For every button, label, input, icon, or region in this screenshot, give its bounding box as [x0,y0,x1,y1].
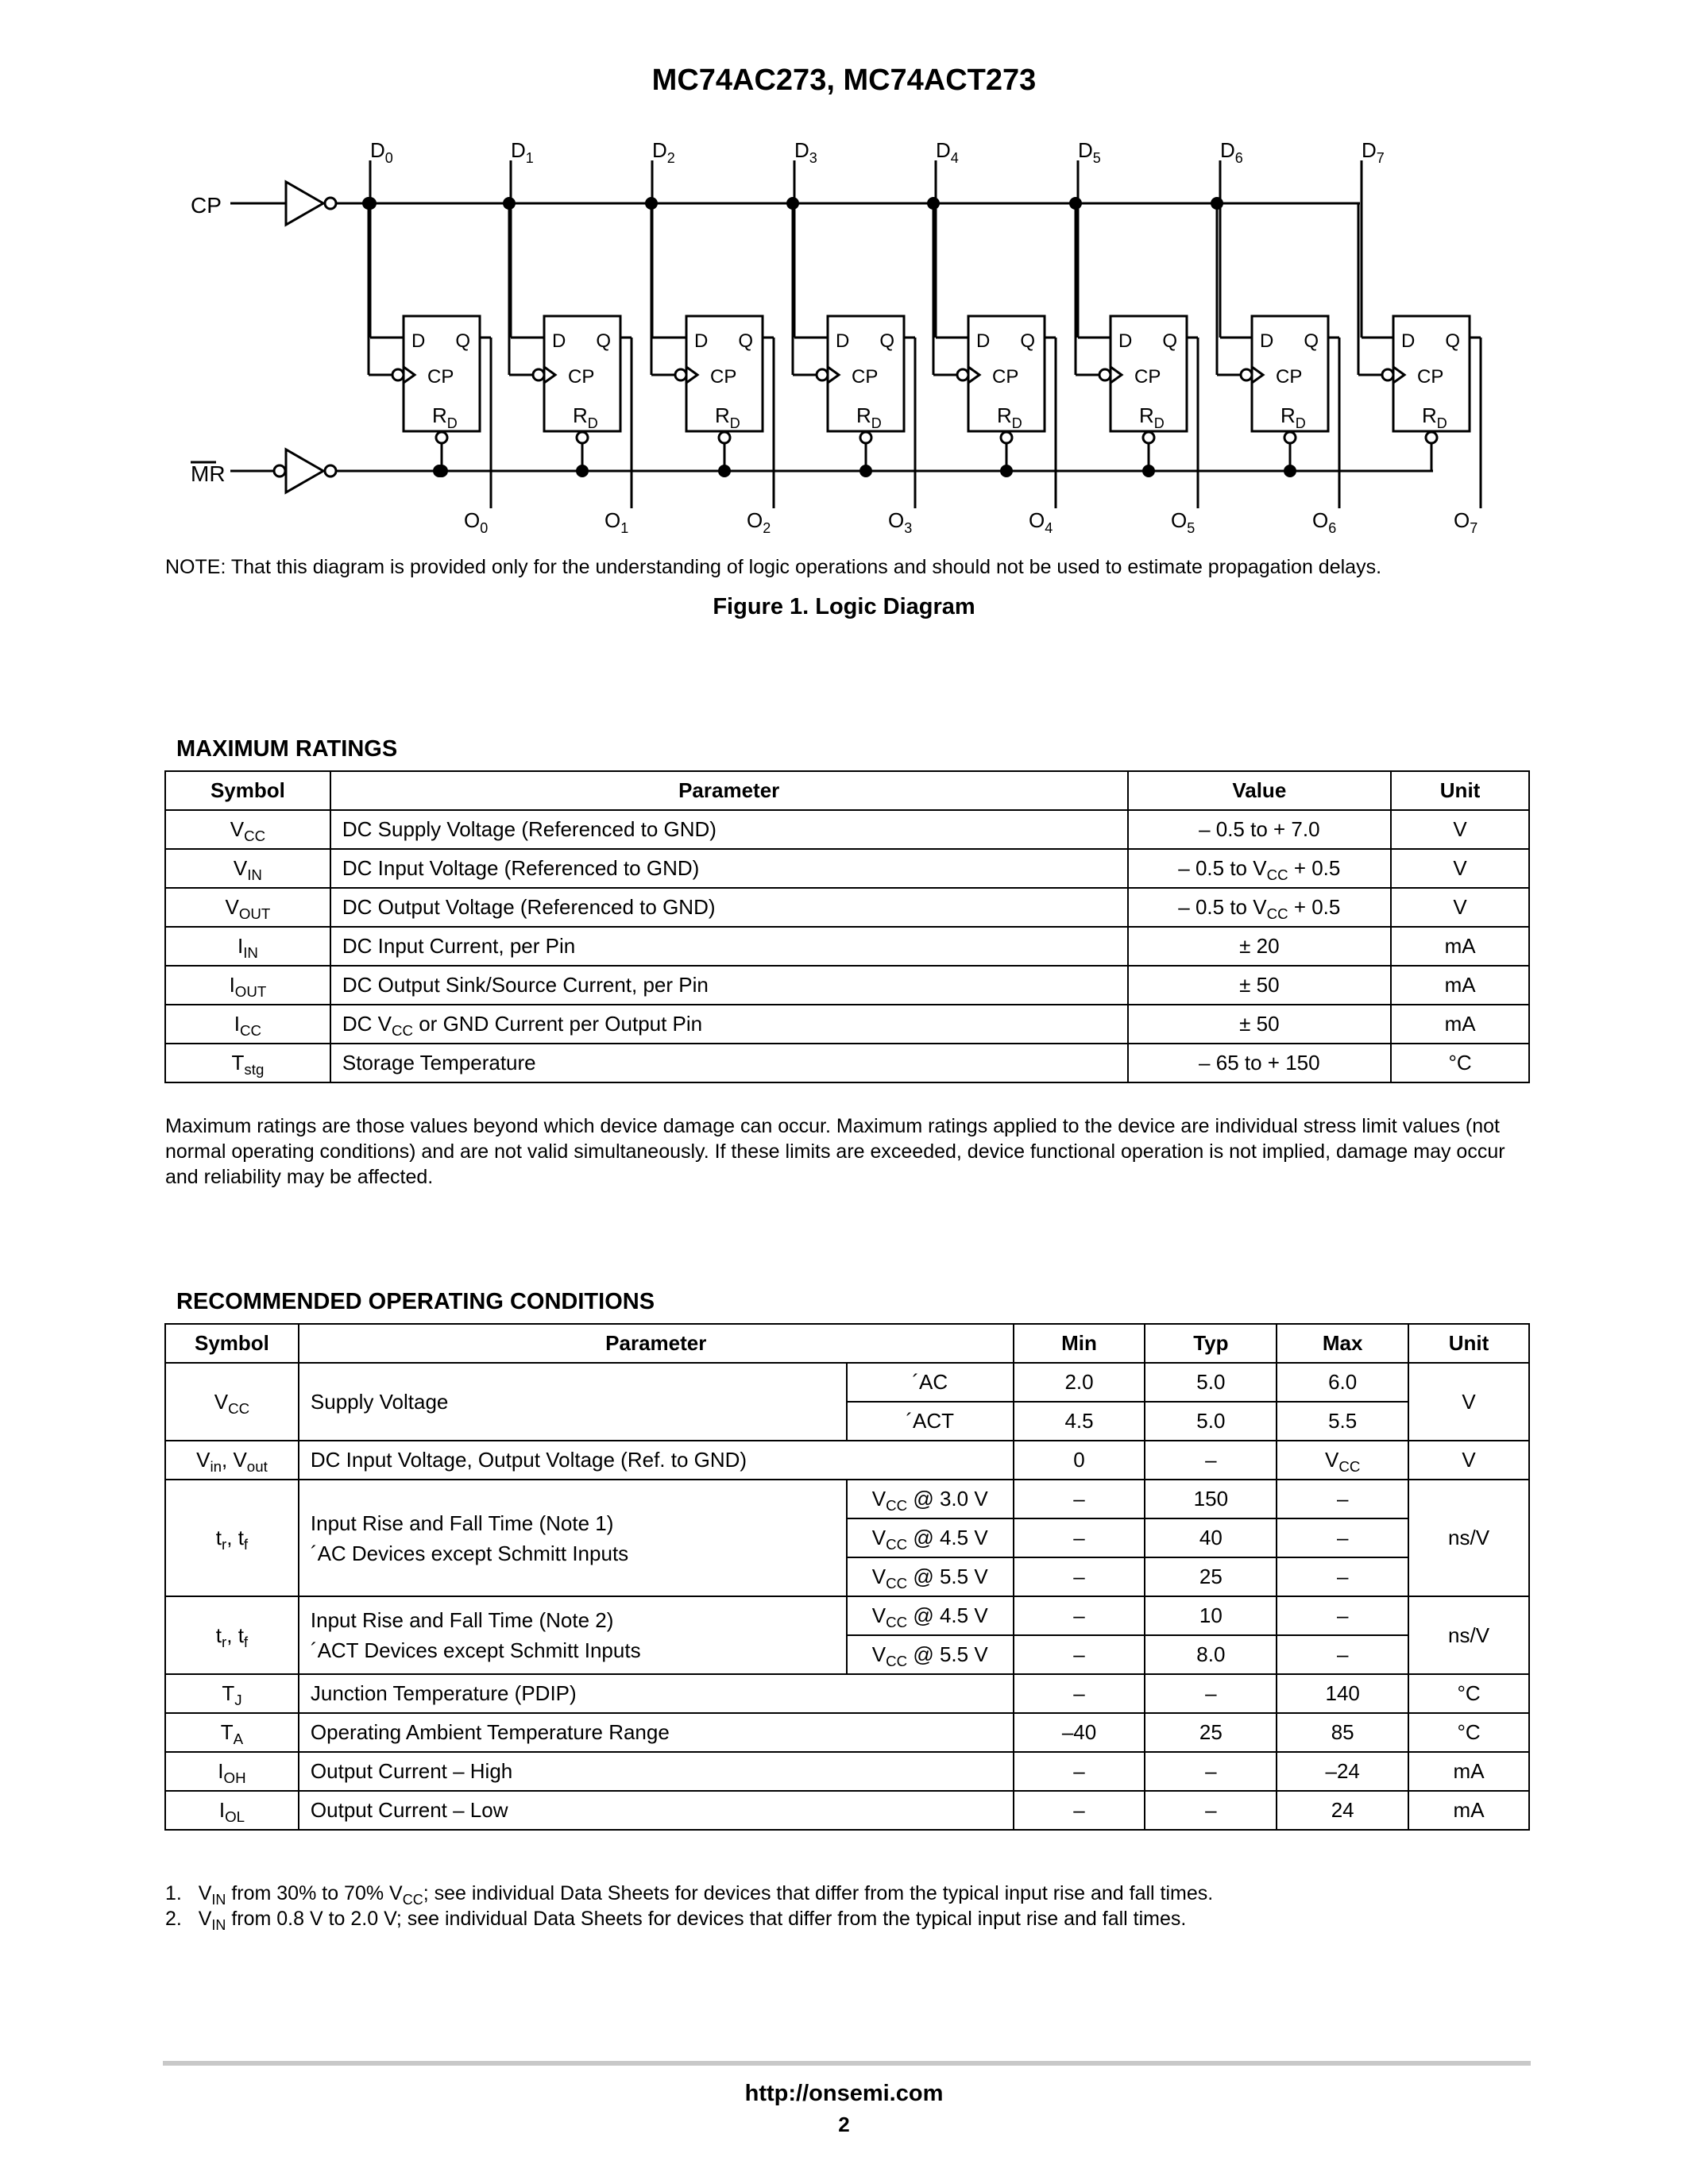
symbol-cell: $I_{OL}$ [165,1791,299,1830]
ff-q-label: Q [1020,330,1035,352]
ff-rd-label: $R_D$ [432,403,458,431]
cp-junction-dot [786,197,799,210]
ff-rd-label: $R_D$ [856,403,882,431]
col-max: Max [1277,1324,1408,1363]
typ-cell: – [1145,1441,1277,1480]
o-output-label-0: $O_0$ [464,508,489,536]
page-title: MC74AC273, MC74ACT273 [651,64,1037,97]
cp-junction-dot [364,197,377,210]
symbol-cell: $I_{OH}$ [165,1752,299,1791]
parameter-cell: DC Input Voltage, Output Voltage (Ref. to GND) [299,1441,1014,1480]
max-cell: 5.5 [1277,1402,1408,1441]
rd-bubble [1426,432,1437,443]
footer-url[interactable]: http://onsemi.com [744,2081,944,2106]
table-row [165,1674,1529,1713]
ff-cp-label: CP [1276,366,1303,388]
table-row [165,1005,1529,1044]
rd-bubble [577,432,588,443]
rec-conditions-title: RECOMMENDED OPERATING CONDITIONS [176,1289,655,1314]
typ-cell: 25 [1145,1557,1277,1596]
ff-cp-label: CP [710,366,737,388]
max-ratings-footnote: Maximum ratings are those values beyond which device damage can occur. Maximum ratings applied to the device are individual stress limit values (not normal operating conditions) and are not valid simultaneously. If these limits are exceeded, device functional operation is not implied, damage may occur and reliability may be affected. [165,1115,1505,1188]
max-cell: 24 [1277,1791,1408,1830]
d-input-label-3: $D_3$ [794,138,817,166]
typ-cell: – [1145,1674,1277,1713]
value-cell: ± 50 [1128,966,1392,1005]
ff-cp-label: CP [1417,366,1444,388]
unit-cell: ns/V [1408,1596,1529,1674]
page-number: 2 [838,2113,850,2136]
cp-junction-dot [927,197,940,210]
d-input-label-6: $D_6$ [1220,138,1243,166]
condition-cell: ´AC [847,1363,1014,1402]
col-unit: Unit [1391,771,1529,810]
max-ratings-title: MAXIMUM RATINGS [176,736,398,762]
footer-divider [163,2061,1531,2066]
mr-label: MR [191,461,226,486]
min-cell: – [1014,1791,1145,1830]
o-output-label-4: $O_4$ [1029,508,1053,536]
unit-cell: V [1391,810,1529,849]
ff-rd-label: $R_D$ [573,403,598,431]
value-cell: – 0.5 to $V_{CC} + 0.5$ [1128,849,1392,888]
max-ratings-table [164,770,1530,1083]
ff-d-label: D [836,330,850,352]
cp-bubble [675,369,686,380]
cp-bubble [957,369,968,380]
o-output-label-2: $O_2$ [747,508,771,536]
min-cell: – [1014,1635,1145,1674]
symbol-cell: $V_{IN}$ [165,849,330,888]
ff-rd-label: $R_D$ [1139,403,1165,431]
typ-cell: – [1145,1791,1277,1830]
condition-cell: $V_{CC}$ @ 3.0 V [847,1480,1014,1518]
parameter-cell: DC Supply Voltage (Referenced to GND) [330,810,1128,849]
rd-bubble [1143,432,1154,443]
max-cell: $V_{CC}$ [1277,1441,1408,1480]
symbol-cell: $I_{CC}$ [165,1005,330,1044]
o-output-label-5: $O_5$ [1171,508,1196,536]
ff-rd-label: $R_D$ [997,403,1022,431]
parameter-cell: Input Rise and Fall Time (Note 2) ´ACT Devices except Schmitt Inputs [299,1596,847,1674]
max-cell: –24 [1277,1752,1408,1791]
rec-note-1: 1. $V_{IN}$ from 30% to 70% $V_{CC}$; see individual Data Sheets for devices that differ from the typical input rise and fall times. [165,1882,1214,1908]
table-row [165,1363,1529,1402]
min-cell: –40 [1014,1713,1145,1752]
o-output-label-7: $O_7$ [1454,508,1478,536]
symbol-cell: $I_{IN}$ [165,927,330,966]
table-row [165,1713,1529,1752]
unit-cell: mA [1408,1791,1529,1830]
d-input-label-5: $D_5$ [1078,138,1101,166]
unit-cell: mA [1391,927,1529,966]
rd-bubble [436,432,447,443]
condition-cell: $V_{CC}$ @ 5.5 V [847,1557,1014,1596]
d-input-label-0: $D_0$ [370,138,393,166]
col-symbol: Symbol [165,771,330,810]
min-cell: – [1014,1674,1145,1713]
min-cell: – [1014,1518,1145,1557]
ff-d-label: D [1118,330,1133,352]
ff-d-label: D [1260,330,1274,352]
mr-junction-dot [1284,465,1296,477]
col-typ: Typ [1145,1324,1277,1363]
min-cell: 2.0 [1014,1363,1145,1402]
min-cell: – [1014,1596,1145,1635]
ff-q-label: Q [455,330,470,352]
min-cell: 4.5 [1014,1402,1145,1441]
typ-cell: 150 [1145,1480,1277,1518]
table-row [165,810,1529,849]
parameter-cell: DC Input Voltage (Referenced to GND) [330,849,1128,888]
unit-cell: °C [1391,1044,1529,1082]
cp-bubble [1241,369,1252,380]
ff-rd-label: $R_D$ [1422,403,1447,431]
unit-cell: mA [1391,1005,1529,1044]
unit-cell: ns/V [1408,1480,1529,1596]
symbol-cell: $V_{CC}$ [165,1363,299,1441]
cp-junction-dot [1211,197,1223,210]
condition-cell: $V_{CC}$ @ 4.5 V [847,1518,1014,1557]
symbol-cell: $T_J$ [165,1674,299,1713]
ff-cp-label: CP [852,366,879,388]
symbol-cell: $I_{OUT}$ [165,966,330,1005]
table-row [165,1596,1529,1635]
parameter-cell: DC Output Voltage (Referenced to GND) [330,888,1128,927]
table-row [165,888,1529,927]
parameter-cell: Output Current – Low [299,1791,1014,1830]
symbol-cell: $T_{stg}$ [165,1044,330,1082]
unit-cell: °C [1408,1713,1529,1752]
unit-cell: V [1408,1363,1529,1441]
typ-cell: 5.0 [1145,1402,1277,1441]
table-row [165,1044,1529,1082]
value-cell: ± 20 [1128,927,1392,966]
table-row [165,1791,1529,1830]
condition-cell: ´ACT [847,1402,1014,1441]
d-input-label-7: $D_7$ [1362,138,1385,166]
mr-input-bubble [274,465,285,477]
mr-junction-dot [859,465,872,477]
cp-junction-dot [503,197,516,210]
col-unit: Unit [1408,1324,1529,1363]
col-parameter: Parameter [299,1324,1014,1363]
min-cell: – [1014,1557,1145,1596]
mr-junction-dot [718,465,731,477]
max-cell: 140 [1277,1674,1408,1713]
unit-cell: mA [1391,966,1529,1005]
rec-note-2: 2. $V_{IN}$ from 0.8 V to 2.0 V; see individual Data Sheets for devices that differ from the typical input rise and fall times. [165,1908,1187,1933]
d-input-label-4: $D_4$ [936,138,959,166]
cp-bubble [533,369,544,380]
mr-junction-dot [1000,465,1013,477]
rd-bubble [1001,432,1012,443]
parameter-cell: Supply Voltage [299,1363,847,1441]
typ-cell: 40 [1145,1518,1277,1557]
cp-bubble [1099,369,1111,380]
ff-q-label: Q [1445,330,1460,352]
value-cell: – 0.5 to + 7.0 [1128,810,1392,849]
cp-label: CP [191,193,222,218]
max-cell: – [1277,1596,1408,1635]
unit-cell: V [1391,888,1529,927]
parameter-cell: DC Output Sink/Source Current, per Pin [330,966,1128,1005]
ff-q-label: Q [596,330,611,352]
d-input-label-1: $D_1$ [511,138,534,166]
symbol-cell: $T_A$ [165,1713,299,1752]
col-symbol: Symbol [165,1324,299,1363]
table-row [165,966,1529,1005]
parameter-cell: Output Current – High [299,1752,1014,1791]
unit-cell: °C [1408,1674,1529,1713]
max-cell: – [1277,1557,1408,1596]
symbol-cell: $V_{OUT}$ [165,888,330,927]
col-parameter: Parameter [330,771,1128,810]
unit-cell: V [1391,849,1529,888]
max-cell: – [1277,1518,1408,1557]
table-row [165,849,1529,888]
ff-cp-label: CP [568,366,595,388]
table-row [165,1441,1529,1480]
value-cell: ± 50 [1128,1005,1392,1044]
symbol-cell: $t_r$, $t_f$ [165,1480,299,1596]
min-cell: – [1014,1752,1145,1791]
o-output-label-3: $O_3$ [888,508,913,536]
ff-q-label: Q [738,330,753,352]
figure-caption: Figure 1. Logic Diagram [713,594,975,619]
col-min: Min [1014,1324,1145,1363]
cp-bubble [817,369,828,380]
cp-inverter-bubble [325,198,336,209]
ff-d-label: D [411,330,426,352]
ff-q-label: Q [1162,330,1177,352]
unit-cell: V [1408,1441,1529,1480]
rd-bubble [1284,432,1296,443]
o-output-label-6: $O_6$ [1312,508,1337,536]
max-cell: – [1277,1480,1408,1518]
ff-d-label: D [976,330,991,352]
parameter-cell: DC $V_{CC}$ or GND Current per Output Pin [330,1005,1128,1044]
symbol-cell: $V_{in}$, $V_{out}$ [165,1441,299,1480]
rec-conditions-table [164,1323,1530,1831]
cp-inverter [286,182,323,225]
ff-cp-label: CP [1134,366,1161,388]
cp-junction-dot [645,197,658,210]
rd-bubble [860,432,871,443]
mr-inverter [286,450,323,492]
table-row [165,927,1529,966]
condition-cell: $V_{CC}$ @ 4.5 V [847,1596,1014,1635]
table-row [165,1752,1529,1791]
typ-cell: 10 [1145,1596,1277,1635]
unit-cell: mA [1408,1752,1529,1791]
cp-bubble [392,369,404,380]
cp-junction-dot [1069,197,1082,210]
cp-bubble [1382,369,1393,380]
ff-rd-label: $R_D$ [715,403,740,431]
ff-rd-label: $R_D$ [1280,403,1306,431]
max-cell: – [1277,1635,1408,1674]
mr-junction-dot [433,465,446,477]
parameter-cell: Junction Temperature (PDIP) [299,1674,1014,1713]
ff-d-label: D [694,330,709,352]
condition-cell: $V_{CC}$ @ 5.5 V [847,1635,1014,1674]
ff-cp-label: CP [992,366,1019,388]
symbol-cell: $V_{CC}$ [165,810,330,849]
parameter-cell: Operating Ambient Temperature Range [299,1713,1014,1752]
max-cell: 85 [1277,1713,1408,1752]
ff-q-label: Q [879,330,894,352]
d-input-label-2: $D_2$ [652,138,675,166]
symbol-cell: $t_r$, $t_f$ [165,1596,299,1674]
ff-d-label: D [1401,330,1416,352]
min-cell: 0 [1014,1441,1145,1480]
value-cell: – 65 to + 150 [1128,1044,1392,1082]
ff-cp-label: CP [427,366,454,388]
logic-diagram [0,0,1688,548]
value-cell: – 0.5 to $V_{CC} + 0.5$ [1128,888,1392,927]
parameter-cell: DC Input Current, per Pin [330,927,1128,966]
mr-junction-dot [1142,465,1155,477]
parameter-cell: Input Rise and Fall Time (Note 1) ´AC Devices except Schmitt Inputs [299,1480,847,1596]
o-output-label-1: $O_1$ [605,508,629,536]
mr-junction-dot [576,465,589,477]
typ-cell: – [1145,1752,1277,1791]
ff-q-label: Q [1304,330,1319,352]
ff-d-label: D [552,330,566,352]
mr-inverter-bubble [325,465,336,477]
diagram-note: NOTE: That this diagram is provided only for the understanding of logic operations and should not be used to estimate propagation delays. [165,556,1382,578]
typ-cell: 8.0 [1145,1635,1277,1674]
min-cell: – [1014,1480,1145,1518]
typ-cell: 25 [1145,1713,1277,1752]
rd-bubble [719,432,730,443]
typ-cell: 5.0 [1145,1363,1277,1402]
parameter-cell: Storage Temperature [330,1044,1128,1082]
max-cell: 6.0 [1277,1363,1408,1402]
table-row [165,1480,1529,1518]
col-value: Value [1128,771,1392,810]
